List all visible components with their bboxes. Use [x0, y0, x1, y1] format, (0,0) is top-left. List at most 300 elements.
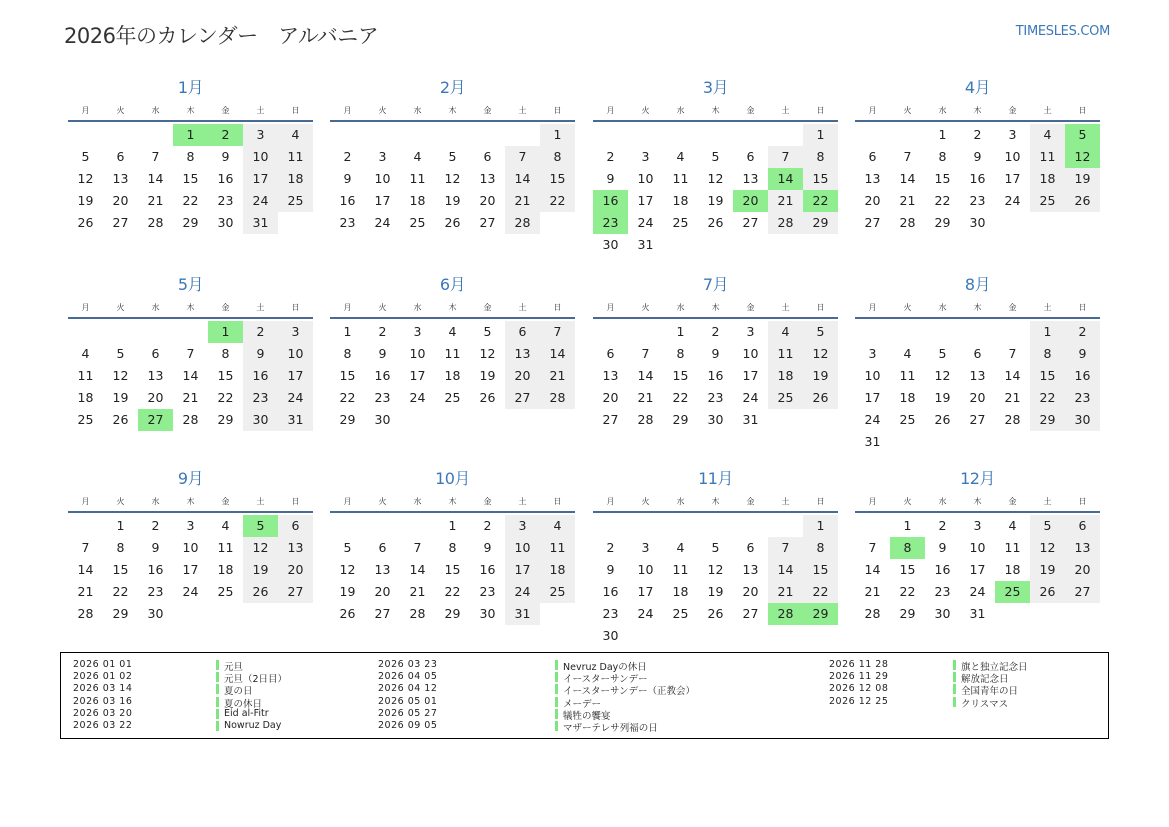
day-cell: 21 [182, 390, 199, 405]
holiday-name: 夏の休日 [224, 698, 263, 710]
day-cell: 10 [505, 537, 540, 559]
weekday-label: 火 [116, 303, 125, 312]
holiday-day-cell: 28 [768, 603, 803, 625]
holiday-name: 全国青年の日 [961, 686, 1019, 698]
site-link[interactable]: TIMESLES.COM [1015, 24, 1110, 39]
weekday-label: 月 [606, 497, 615, 506]
day-cell: 28 [637, 412, 654, 427]
day-cell: 24 [182, 584, 199, 599]
day-cell: 16 [934, 562, 951, 577]
day-cell: 8 [803, 537, 838, 559]
day-cell: 30 [243, 409, 278, 431]
day-cell: 19 [1065, 168, 1100, 190]
holiday-marker [216, 672, 219, 682]
day-grid [855, 515, 1100, 647]
month-4 [855, 70, 1100, 256]
day-cell: 5 [448, 149, 457, 164]
weekday-label: 火 [378, 106, 387, 115]
day-cell: 21 [1004, 390, 1021, 405]
day-cell: 26 [112, 412, 129, 427]
day-cell: 20 [969, 390, 986, 405]
day-cell: 21 [637, 390, 654, 405]
holiday-date: 2026 05 27 [378, 707, 438, 719]
day-cell: 15 [803, 559, 838, 581]
weekday-header [68, 106, 313, 116]
day-cell: 14 [505, 168, 540, 190]
day-cell: 1 [116, 518, 125, 533]
day-cell: 23 [1065, 387, 1100, 409]
day-cell: 21 [899, 193, 916, 208]
day-cell: 15 [672, 368, 689, 383]
day-cell: 19 [1030, 559, 1065, 581]
holiday-day-cell: 23 [593, 212, 628, 234]
weekday-label: 木 [448, 303, 457, 312]
holiday-marker [555, 684, 558, 694]
weekday-label: 水 [938, 303, 947, 312]
day-cell: 9 [711, 346, 720, 361]
weekday-header [330, 303, 575, 313]
day-cell: 11 [672, 171, 689, 186]
day-cell: 7 [413, 540, 422, 555]
day-cell: 30 [602, 628, 619, 643]
holiday-date: 2026 12 25 [829, 695, 889, 707]
weekday-label: 火 [641, 497, 650, 506]
holiday-name: メーデー [563, 698, 602, 710]
holiday-date: 2026 05 01 [378, 695, 438, 707]
holiday-day-cell: 5 [1065, 124, 1100, 146]
day-cell: 29 [112, 606, 129, 621]
day-cell: 2 [1065, 321, 1100, 343]
day-cell: 10 [969, 540, 986, 555]
day-cell: 29 [444, 606, 461, 621]
day-cell: 27 [742, 215, 759, 230]
day-cell: 10 [637, 171, 654, 186]
day-cell: 31 [637, 237, 654, 252]
day-cell: 1 [938, 127, 947, 142]
day-cell: 12 [77, 171, 94, 186]
day-cell: 13 [602, 368, 619, 383]
weekday-label: 土 [1043, 106, 1052, 115]
holiday-date: 2026 01 01 [73, 659, 133, 670]
holiday-date: 2026 03 14 [73, 683, 133, 695]
day-cell: 2 [343, 149, 352, 164]
holiday-date: 2026 04 05 [378, 671, 438, 683]
weekday-label: 日 [553, 106, 562, 115]
weekday-label: 金 [1008, 497, 1017, 506]
day-cell: 26 [444, 215, 461, 230]
day-cell: 24 [742, 390, 759, 405]
day-cell: 20 [505, 365, 540, 387]
day-cell: 11 [899, 368, 916, 383]
month-title: 9月 [177, 469, 204, 488]
day-cell: 13 [742, 562, 759, 577]
day-cell: 3 [1008, 127, 1017, 142]
month-6 [330, 267, 575, 453]
day-cell: 14 [77, 562, 94, 577]
weekday-label: 木 [711, 497, 720, 506]
weekday-label: 土 [781, 106, 790, 115]
weekday-label: 日 [553, 497, 562, 506]
day-cell: 5 [343, 540, 352, 555]
day-cell: 16 [602, 584, 619, 599]
holiday-marker [555, 709, 558, 719]
holiday-name: 元旦（2日目） [224, 674, 288, 686]
day-cell: 22 [112, 584, 129, 599]
day-cell: 12 [1030, 537, 1065, 559]
day-cell: 8 [676, 346, 685, 361]
weekday-label: 水 [151, 497, 160, 506]
holiday-marker [953, 660, 956, 670]
weekday-label: 火 [903, 303, 912, 312]
day-grid [330, 321, 575, 453]
day-cell: 25 [899, 412, 916, 427]
holiday-day-cell: 1 [208, 321, 243, 343]
day-cell: 16 [217, 171, 234, 186]
day-cell: 7 [81, 540, 90, 555]
weekday-label: 水 [938, 497, 947, 506]
day-cell: 9 [378, 346, 387, 361]
day-cell: 21 [147, 193, 164, 208]
day-cell: 7 [186, 346, 195, 361]
day-cell: 1 [343, 324, 352, 339]
day-cell: 23 [479, 584, 496, 599]
day-cell: 4 [221, 518, 230, 533]
day-cell: 8 [540, 146, 575, 168]
day-cell: 4 [413, 149, 422, 164]
holiday-date: 2026 01 02 [73, 671, 133, 683]
day-cell: 27 [505, 387, 540, 409]
day-cell: 27 [742, 606, 759, 621]
holiday-name: 元旦 [224, 662, 244, 673]
weekday-label: 金 [483, 497, 492, 506]
day-cell: 8 [1030, 343, 1065, 365]
day-cell: 28 [182, 412, 199, 427]
day-cell: 9 [243, 343, 278, 365]
day-cell: 28 [147, 215, 164, 230]
page-title: 2026年のカレンダー アルバニア [64, 24, 379, 48]
day-cell: 18 [672, 193, 689, 208]
day-cell: 9 [606, 562, 615, 577]
day-cell: 13 [112, 171, 129, 186]
day-cell: 22 [182, 193, 199, 208]
day-cell: 22 [934, 193, 951, 208]
weekday-label: 金 [221, 303, 230, 312]
day-cell: 23 [602, 606, 619, 621]
day-cell: 24 [864, 412, 881, 427]
day-cell: 14 [864, 562, 881, 577]
day-cell: 19 [339, 584, 356, 599]
day-cell: 6 [1065, 515, 1100, 537]
day-cell: 26 [707, 606, 724, 621]
day-cell: 16 [339, 193, 356, 208]
day-cell: 2 [243, 321, 278, 343]
month-title: 1月 [177, 78, 204, 97]
day-cell: 17 [243, 168, 278, 190]
day-cell: 5 [803, 321, 838, 343]
day-cell: 3 [413, 324, 422, 339]
day-cell: 1 [676, 324, 685, 339]
holiday-name: Nowruz Day [224, 719, 282, 731]
day-cell: 13 [479, 171, 496, 186]
day-cell: 24 [409, 390, 426, 405]
day-cell: 12 [479, 346, 496, 361]
day-cell: 1 [803, 124, 838, 146]
day-cell: 4 [278, 124, 313, 146]
weekday-label: 木 [711, 303, 720, 312]
day-cell: 4 [448, 324, 457, 339]
day-cell: 6 [505, 321, 540, 343]
month-title: 2月 [439, 78, 466, 97]
day-cell: 7 [1008, 346, 1017, 361]
holiday-day-cell: 12 [1065, 146, 1100, 168]
month-title: 5月 [177, 275, 204, 294]
weekday-header [330, 106, 575, 116]
day-cell: 28 [864, 606, 881, 621]
day-cell: 7 [505, 146, 540, 168]
day-cell: 25 [540, 581, 575, 603]
day-cell: 23 [217, 193, 234, 208]
weekday-label: 月 [868, 497, 877, 506]
day-cell: 30 [934, 606, 951, 621]
weekday-label: 木 [186, 303, 195, 312]
day-cell: 22 [672, 390, 689, 405]
day-cell: 18 [672, 584, 689, 599]
day-cell: 1 [540, 124, 575, 146]
holiday-marker [555, 721, 558, 731]
day-cell: 2 [711, 324, 720, 339]
header-rule [330, 317, 575, 319]
weekday-label: 木 [448, 106, 457, 115]
weekday-label: 火 [903, 106, 912, 115]
month-3 [593, 70, 838, 256]
weekday-label: 水 [151, 303, 160, 312]
day-cell: 3 [641, 540, 650, 555]
month-11 [593, 461, 838, 647]
weekday-label: 木 [973, 106, 982, 115]
day-cell: 15 [540, 168, 575, 190]
weekday-label: 金 [221, 497, 230, 506]
day-cell: 7 [903, 149, 912, 164]
day-cell: 12 [339, 562, 356, 577]
day-cell: 14 [147, 171, 164, 186]
holiday-marker [216, 721, 219, 731]
weekday-label: 日 [816, 106, 825, 115]
day-cell: 9 [1065, 343, 1100, 365]
day-cell: 15 [803, 168, 838, 190]
day-cell: 14 [768, 559, 803, 581]
day-cell: 11 [768, 343, 803, 365]
month-2 [330, 70, 575, 256]
day-cell: 2 [378, 324, 387, 339]
day-cell: 20 [1065, 559, 1100, 581]
day-grid [593, 124, 838, 256]
day-cell: 6 [973, 346, 982, 361]
weekday-label: 木 [186, 497, 195, 506]
day-cell: 2 [606, 540, 615, 555]
day-cell: 9 [221, 149, 230, 164]
day-cell: 28 [768, 212, 803, 234]
day-cell: 9 [343, 171, 352, 186]
holiday-marker [216, 660, 219, 670]
day-cell: 24 [1004, 193, 1021, 208]
header-rule [593, 511, 838, 513]
day-cell: 9 [483, 540, 492, 555]
weekday-label: 水 [676, 106, 685, 115]
weekday-label: 月 [606, 106, 615, 115]
day-grid [330, 124, 575, 256]
holiday-day-cell: 25 [995, 581, 1030, 603]
day-cell: 5 [116, 346, 125, 361]
day-cell: 11 [1004, 540, 1021, 555]
day-cell: 15 [444, 562, 461, 577]
holiday-date: 2026 03 16 [73, 695, 133, 707]
day-cell: 6 [151, 346, 160, 361]
day-cell: 13 [969, 368, 986, 383]
day-cell: 27 [1065, 581, 1100, 603]
weekday-label: 火 [641, 106, 650, 115]
weekday-label: 月 [81, 106, 90, 115]
day-cell: 6 [278, 515, 313, 537]
header-rule [68, 511, 313, 513]
weekday-label: 木 [448, 497, 457, 506]
day-cell: 27 [969, 412, 986, 427]
day-cell: 19 [707, 193, 724, 208]
day-cell: 17 [505, 559, 540, 581]
day-cell: 16 [1065, 365, 1100, 387]
day-cell: 5 [1030, 515, 1065, 537]
day-cell: 21 [409, 584, 426, 599]
day-cell: 13 [505, 343, 540, 365]
day-cell: 13 [864, 171, 881, 186]
day-cell: 15 [217, 368, 234, 383]
month-title: 6月 [439, 275, 466, 294]
month-title: 4月 [964, 78, 991, 97]
day-grid [330, 515, 575, 647]
weekday-label: 土 [518, 303, 527, 312]
day-cell: 18 [278, 168, 313, 190]
weekday-label: 木 [973, 303, 982, 312]
day-cell: 29 [339, 412, 356, 427]
day-cell: 14 [182, 368, 199, 383]
holiday-day-cell: 1 [173, 124, 208, 146]
day-cell: 1 [903, 518, 912, 533]
day-cell: 20 [742, 584, 759, 599]
weekday-label: 月 [343, 497, 352, 506]
day-cell: 3 [973, 518, 982, 533]
day-cell: 7 [768, 146, 803, 168]
weekday-label: 金 [1008, 303, 1017, 312]
day-cell: 3 [641, 149, 650, 164]
day-cell: 3 [746, 324, 755, 339]
day-cell: 14 [540, 343, 575, 365]
month-5 [68, 267, 313, 453]
holiday-date: 2026 03 20 [73, 707, 133, 719]
holiday-name: 夏の日 [224, 686, 253, 698]
day-cell: 5 [711, 149, 720, 164]
weekday-label: 月 [81, 303, 90, 312]
day-cell: 29 [182, 215, 199, 230]
day-cell: 16 [147, 562, 164, 577]
weekday-label: 水 [676, 303, 685, 312]
weekday-label: 日 [816, 303, 825, 312]
day-cell: 17 [409, 368, 426, 383]
day-cell: 29 [672, 412, 689, 427]
holiday-name: 旗と独立記念日 [961, 662, 1028, 673]
day-cell: 18 [540, 559, 575, 581]
day-cell: 30 [374, 412, 391, 427]
day-cell: 18 [409, 193, 426, 208]
day-cell: 24 [637, 215, 654, 230]
day-cell: 8 [343, 346, 352, 361]
month-12 [855, 461, 1100, 647]
day-cell: 22 [899, 584, 916, 599]
day-cell: 10 [742, 346, 759, 361]
day-cell: 6 [606, 346, 615, 361]
day-cell: 10 [864, 368, 881, 383]
holiday-day-cell: 20 [733, 190, 768, 212]
day-cell: 26 [243, 581, 278, 603]
day-cell: 28 [409, 606, 426, 621]
day-cell: 20 [864, 193, 881, 208]
day-cell: 17 [637, 584, 654, 599]
holiday-day-cell: 8 [890, 537, 925, 559]
day-cell: 11 [77, 368, 94, 383]
day-cell: 30 [147, 606, 164, 621]
day-cell: 23 [934, 584, 951, 599]
day-cell: 24 [278, 387, 313, 409]
day-cell: 10 [409, 346, 426, 361]
holiday-date: 2026 11 29 [829, 671, 889, 683]
day-cell: 8 [938, 149, 947, 164]
day-cell: 11 [409, 171, 426, 186]
day-cell: 16 [374, 368, 391, 383]
day-cell: 24 [969, 584, 986, 599]
day-cell: 4 [1030, 124, 1065, 146]
header-rule [855, 511, 1100, 513]
day-cell: 12 [707, 562, 724, 577]
holiday-name: クリスマス [961, 698, 1009, 710]
day-grid [855, 124, 1100, 256]
day-cell: 5 [81, 149, 90, 164]
holiday-name: 解放記念日 [961, 674, 1009, 686]
day-cell: 11 [672, 562, 689, 577]
day-cell: 15 [934, 171, 951, 186]
weekday-label: 土 [1043, 497, 1052, 506]
holiday-day-cell: 29 [803, 603, 838, 625]
weekday-label: 土 [781, 303, 790, 312]
header-rule [68, 317, 313, 319]
day-cell: 26 [77, 215, 94, 230]
weekday-header [593, 303, 838, 313]
day-cell: 8 [803, 146, 838, 168]
day-cell: 12 [803, 343, 838, 365]
day-cell: 19 [934, 390, 951, 405]
day-cell: 19 [112, 390, 129, 405]
month-9 [68, 461, 313, 647]
day-grid [855, 321, 1100, 453]
day-cell: 19 [444, 193, 461, 208]
day-cell: 16 [243, 365, 278, 387]
day-cell: 28 [1004, 412, 1021, 427]
month-title: 12月 [960, 469, 995, 488]
day-cell: 9 [151, 540, 160, 555]
weekday-label: 金 [221, 106, 230, 115]
day-cell: 6 [868, 149, 877, 164]
day-cell: 4 [768, 321, 803, 343]
day-cell: 13 [278, 537, 313, 559]
weekday-label: 金 [483, 303, 492, 312]
day-cell: 26 [1065, 190, 1100, 212]
